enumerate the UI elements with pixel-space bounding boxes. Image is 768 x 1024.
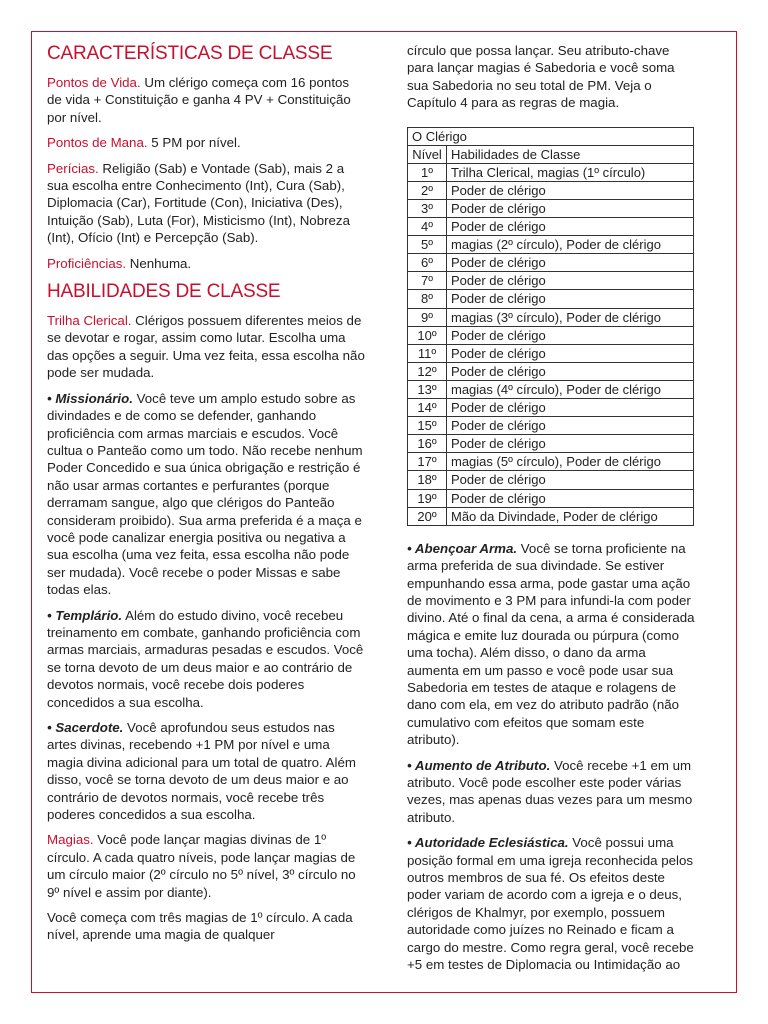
abilities-cell: Poder de clérigo [447, 290, 694, 308]
mana-points-paragraph [47, 134, 367, 151]
table-row [408, 380, 694, 398]
table-row [408, 326, 694, 344]
clerical-path-paragraph [47, 312, 367, 382]
priest-bullet: • [47, 720, 56, 735]
table-row [408, 507, 694, 525]
table-row [408, 163, 694, 181]
templar-title: Templário. [55, 607, 123, 623]
missionary-text: Você teve um amplo estudo sobre as divindades e de como se defender, ganhando proficiência com armas marciais e escudos. Você cultua o Panteão como um todo. Não recebe nenhum Poder Concedido e sua única obrigação e restrição é não usar armas cortantes e perfurantes (porque derramam sangue, algo que clérigos do Panteão consideram proibido). Sua arma preferida é a maça e você pode canalizar energia positiva ou negativa a sua escolha (uma vez feita, essa escolha não pode ser mudada). Você recebe o poder Missas e sabe todas elas. [47, 390, 363, 598]
proficiencies-text: Nenhuma. [126, 255, 192, 271]
priest-title: Sacerdote. [55, 720, 124, 735]
priest-paragraph [47, 719, 367, 823]
proficiencies-paragraph [47, 255, 367, 272]
table-row [408, 417, 694, 435]
abilities-cell: Trilha Clerical, magias (1º círculo) [447, 163, 694, 181]
level-cell: 19º [408, 489, 447, 507]
abilities-cell: Poder de clérigo [447, 417, 694, 435]
abilities-cell: Poder de clérigo [447, 326, 694, 344]
level-cell: 7º [408, 272, 447, 290]
table-row [408, 218, 694, 236]
level-cell: 10º [408, 326, 447, 344]
table-row [408, 435, 694, 453]
spells-known-paragraph: Você começa com três magias de 1º círculo. A cada nível, aprende uma magia de qualquer [47, 910, 353, 943]
ecclesiastic-authority-text: Você possui uma posição formal em uma igreja reconhecida pelos outros membros de sua fé. Os efeitos deste poder variam de acordo com a igreja e o deus, clérigos de Khalmyr, por exemplo, possuem autoridade como juízes no Reinado e ficam a cargo do mestre. Como regra geral, você recebe +5 em testes de Diplomacia ou Intimidação ao [407, 835, 694, 973]
level-cell: 12º [408, 362, 447, 380]
skills-text: Religião (Sab) e Vontade (Sab), mais 2 a sua escolha entre Conhecimento (Int), Cura (Sab), Diplomacia (Car), Fortitude (Con), Iniciativa (Des), Intuição (Sab), Luta (For), Misticismo (Int), Nobreza (Int), Ofício (Int) e Percepção (Sab). [47, 160, 350, 246]
level-cell: 2º [408, 181, 447, 199]
templar-bullet: • [47, 607, 56, 623]
level-cell: 9º [408, 308, 447, 326]
attribute-increase-paragraph [407, 757, 697, 827]
heading-class-abilities: HABILIDADES DE CLASSE [47, 281, 281, 303]
table-row [408, 471, 694, 489]
level-cell: 8º [408, 290, 447, 308]
table-row [408, 236, 694, 254]
level-cell: 5º [408, 236, 447, 254]
level-cell: 14º [408, 399, 447, 417]
clerical-path-label: Trilha Clerical. [47, 313, 132, 329]
bless-weapon-paragraph [407, 540, 697, 749]
spells-continued-paragraph: círculo que possa lançar. Seu atributo-chave para lançar magias é Sabedoria e você soma sua Sabedoria no seu total de PM. Veja o Capítulo 4 para as regras de magia. [407, 43, 675, 111]
templar-text: Além do estudo divino, você recebeu treinamento em combate, ganhando proficiência com armas marciais, armaduras pesadas e escudos. Você se torna devoto de um deus maior e ao contrário de devotos normais, você recebe dois poderes concedidos a sua escolha. [47, 607, 364, 710]
attribute-increase-bullet: • [407, 757, 415, 773]
table-row [408, 308, 694, 326]
abilities-cell: Poder de clérigo [447, 218, 694, 236]
proficiencies-label: Proficiências. [47, 255, 127, 271]
abilities-cell: Poder de clérigo [447, 435, 694, 453]
table-header-abilities: Habilidades de Classe [447, 145, 694, 163]
level-cell: 13º [408, 380, 447, 398]
table-body [408, 163, 694, 525]
level-cell: 1º [408, 163, 447, 181]
right-column [407, 42, 697, 981]
spells-text: Você pode lançar magias divinas de 1º círculo. A cada quatro níveis, pode lançar magias de um círculo maior (2º círculo no 5º nível, 3º círculo no 9º nível e assim por diante). [47, 832, 356, 900]
abilities-cell: Poder de clérigo [447, 272, 694, 290]
missionary-paragraph [47, 390, 367, 599]
clerical-path-text: Clérigos possuem diferentes meios de se devotar e rogar, assim como lutar. Escolha uma das opções a seguir. Uma vez feita, essa escolha não pode ser mudada. [47, 313, 365, 381]
table-row [408, 362, 694, 380]
skills-label: Perícias. [47, 160, 99, 176]
attribute-increase-title: Aumento de Atributo. [414, 757, 551, 773]
abilities-cell: Poder de clérigo [447, 471, 694, 489]
abilities-cell: Poder de clérigo [447, 254, 694, 272]
table-row [408, 399, 694, 417]
abilities-cell: magias (4º círculo), Poder de clérigo [447, 380, 694, 398]
abilities-cell: Poder de clérigo [447, 200, 694, 218]
bless-weapon-title: Abençoar Arma. [414, 540, 518, 556]
bless-weapon-bullet: • [407, 540, 415, 556]
level-cell: 3º [408, 200, 447, 218]
templar-paragraph [47, 607, 367, 711]
table-row [408, 254, 694, 272]
priest-text: Você aprofundou seus estudos nas artes divinas, recebendo +1 PM por nível e uma magia divina adicional para um total de quatro. Além disso, você se torna devoto de um deus maior e ao contrário de devotos normais, você recebe três poderes concedidos a sua escolha. [47, 720, 356, 823]
spells-label: Magias. [47, 832, 94, 848]
spells-paragraph [47, 831, 367, 901]
ecclesiastic-authority-bullet: • [407, 835, 415, 851]
missionary-title: Missionário. [55, 390, 133, 406]
level-cell: 16º [408, 435, 447, 453]
abilities-cell: Poder de clérigo [447, 344, 694, 362]
level-cell: 11º [408, 344, 447, 362]
abilities-cell: Poder de clérigo [447, 181, 694, 199]
table-caption: O Clérigo [408, 127, 694, 145]
hit-points-label: Pontos de Vida. [47, 75, 141, 90]
table-row [408, 272, 694, 290]
abilities-cell: Poder de clérigo [447, 399, 694, 417]
heading-class-characteristics: CARACTERÍSTICAS DE CLASSE [47, 43, 333, 64]
mana-points-label: Pontos de Mana. [47, 135, 148, 151]
attribute-increase-text: Você recebe +1 em um atributo. Você pode escolher este poder várias vezes, mas apenas duas vezes para um mesmo atributo. [407, 757, 693, 825]
table-row [408, 181, 694, 199]
missionary-bullet: • [47, 390, 56, 406]
cleric-level-table [407, 127, 694, 526]
abilities-cell: Mão da Divindade, Poder de clérigo [447, 507, 694, 525]
abilities-cell: Poder de clérigo [447, 489, 694, 507]
table-row [408, 344, 694, 362]
level-cell: 20º [408, 507, 447, 525]
ecclesiastic-authority-title: Autoridade Eclesiástica. [414, 835, 569, 851]
level-cell: 6º [408, 254, 447, 272]
hit-points-paragraph [47, 74, 367, 126]
table-row [408, 290, 694, 308]
left-column [47, 42, 367, 952]
abilities-cell: magias (2º círculo), Poder de clérigo [447, 236, 694, 254]
skills-paragraph [47, 160, 367, 247]
mana-points-text: 5 PM por nível. [147, 135, 241, 151]
level-cell: 17º [408, 453, 447, 471]
level-cell: 18º [408, 471, 447, 489]
hit-points-text: Um clérigo começa com 16 pontos de vida + Constituição e ganha 4 PV + Constituição por nível. [47, 75, 351, 125]
abilities-cell: magias (5º círculo), Poder de clérigo [447, 453, 694, 471]
level-cell: 15º [408, 417, 447, 435]
abilities-cell: Poder de clérigo [447, 362, 694, 380]
abilities-cell: magias (3º círculo), Poder de clérigo [447, 308, 694, 326]
table-row [408, 453, 694, 471]
level-cell: 4º [408, 218, 447, 236]
bless-weapon-text: Você se torna proficiente na arma preferida de sua divindade. Se estiver empunhando essa arma, pode gastar uma ação de movimento e 3 PM para infundi-la com poder divino. Até o final da cena, a arma é considerada mágica e emite luz dourada ou púrpura (como uma tocha). Além disso, o dano da arma aumenta em um passo e você pode usar sua Sabedoria em testes de ataque e rolagens de dano com ela, em vez do atributo padrão (não cumulativo com efeitos que somam este atributo). [407, 540, 695, 748]
table-row [408, 200, 694, 218]
ecclesiastic-authority-paragraph [407, 834, 697, 973]
table-header-level: Nível [408, 145, 447, 163]
table-row [408, 489, 694, 507]
